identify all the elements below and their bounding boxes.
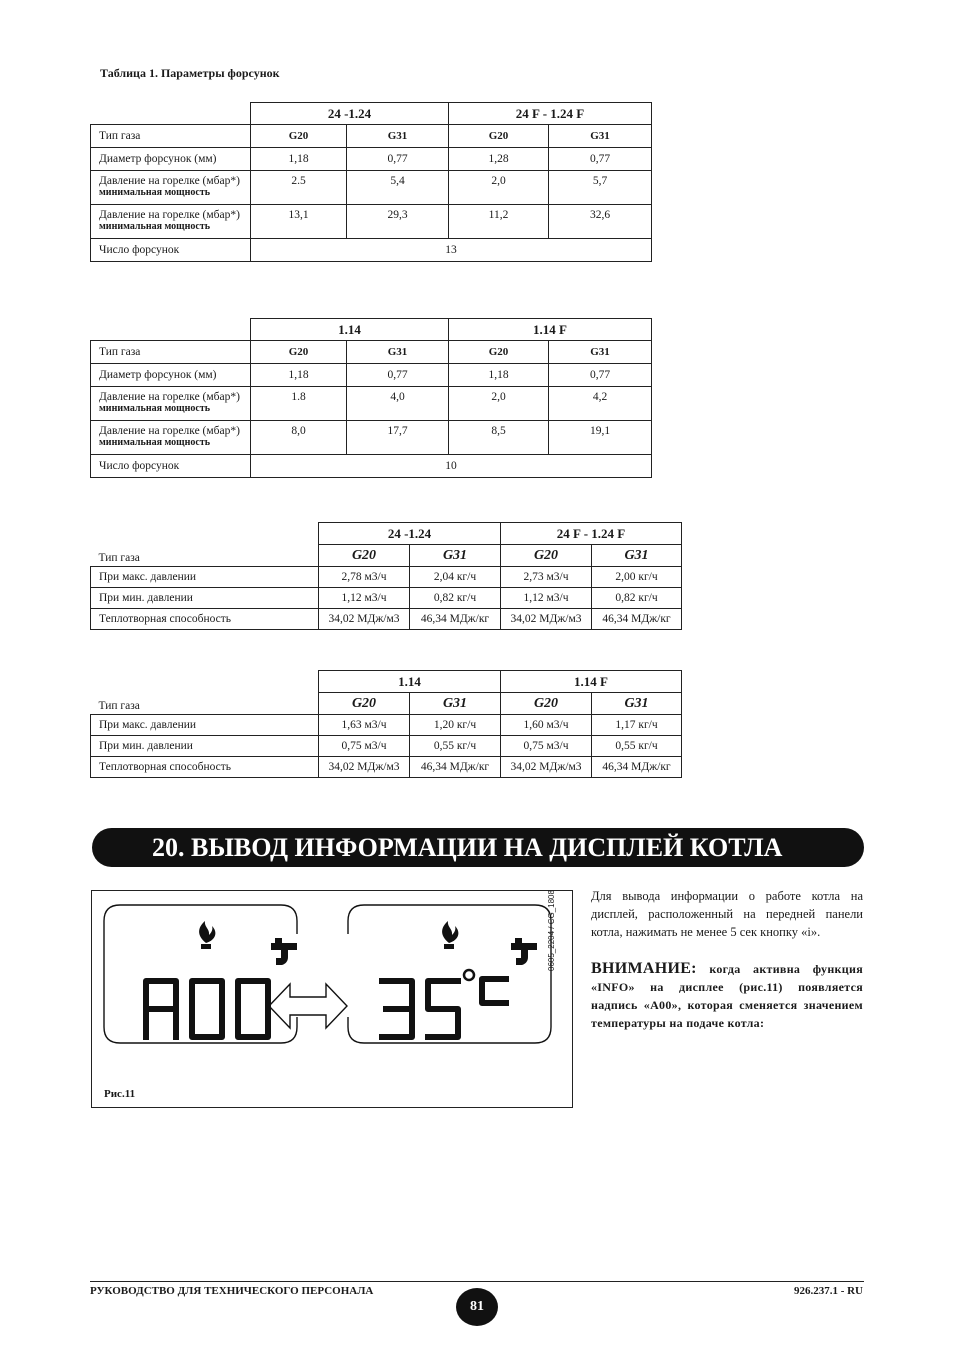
table-cell: 46,34 МДж/кг	[592, 757, 682, 778]
table-title: Таблица 1. Параметры форсунок	[100, 66, 280, 80]
table-cell: 0,75 м3/ч	[319, 736, 410, 757]
pressure-label-text: Давление на горелке (мбар*)	[99, 175, 240, 187]
table-cell: 2,00 кг/ч	[592, 567, 682, 588]
table-cell: 17,7	[347, 421, 449, 455]
nozzle-count-value: 10	[251, 455, 652, 478]
table-cell: 5,7	[549, 171, 652, 205]
tap-icon	[511, 938, 537, 965]
table-cell: 0,75 м3/ч	[501, 736, 592, 757]
table-cell: 4,0	[347, 387, 449, 421]
table-cell: 8,5	[449, 421, 549, 455]
table-cell: 1,18	[251, 364, 347, 387]
group-header: 1.14	[319, 671, 501, 693]
row-label: Теплотворная способность	[91, 609, 319, 630]
table-cell: 0,77	[549, 364, 652, 387]
display-illustration	[92, 891, 572, 1107]
group-header: 24 F - 1.24 F	[449, 103, 652, 125]
gas-cell: G31	[549, 341, 652, 364]
gas-cell: G20	[501, 545, 592, 567]
footer-left: РУКОВОДСТВО ДЛЯ ТЕХНИЧЕСКОГО ПЕРСОНАЛА	[90, 1285, 374, 1297]
instruction-paragraph: Для вывода информации о работе котла на дисплей, расположенный на передней панели котла, нажимать не менее 5 сек кнопку «i».	[591, 889, 863, 939]
table-cell: 4,2	[549, 387, 652, 421]
diameter-label: Диаметр форсунок (мм)	[91, 148, 251, 171]
group-header: 1.14	[251, 319, 449, 341]
table-cell: 13,1	[251, 205, 347, 239]
table-cell: 11,2	[449, 205, 549, 239]
warning-text: когда активна функция «INFO» на дисплее (рис.11) появляется надпись «A00», которая сменяется значением температуры на подаче котла:	[591, 962, 863, 1030]
gas-cell: G31	[410, 545, 501, 567]
pressure-sub-label: минимальная мощность	[99, 403, 211, 414]
figure-caption: Рис.11	[104, 1088, 136, 1100]
nozzle-count-label: Число форсунок	[91, 455, 251, 478]
gas-cell: G20	[319, 693, 410, 715]
nozzle-table-1	[90, 102, 652, 262]
table-cell: 1.8	[251, 387, 347, 421]
table-cell: 0,77	[347, 364, 449, 387]
gas-cell: G20	[251, 125, 347, 148]
table-cell: 1,12 м3/ч	[319, 588, 410, 609]
table-cell: 0,82 кг/ч	[410, 588, 501, 609]
gas-cell: G31	[347, 125, 449, 148]
table-cell: 8,0	[251, 421, 347, 455]
table-cell: 34,02 МДж/м3	[501, 609, 592, 630]
consumption-table-2	[90, 670, 682, 778]
table-cell: 19,1	[549, 421, 652, 455]
table-cell: 2,04 кг/ч	[410, 567, 501, 588]
gas-cell: G31	[410, 693, 501, 715]
gas-cell: G20	[449, 341, 549, 364]
tap-icon	[271, 938, 297, 965]
table-cell: 5,4	[347, 171, 449, 205]
pressure-sub-label: минимальная мощность	[99, 187, 211, 198]
pressure-max-label	[91, 421, 251, 455]
pressure-min-label	[91, 387, 251, 421]
display-frame-right	[348, 905, 551, 1043]
gas-type-label: Тип газа	[91, 125, 251, 148]
table-cell: 1,60 м3/ч	[501, 715, 592, 736]
segment-display-temperature	[382, 970, 506, 1037]
pressure-sub-label: минимальная мощность	[99, 437, 211, 448]
table-cell: 0,77	[347, 148, 449, 171]
group-header: 24 F - 1.24 F	[501, 523, 682, 545]
gas-type-label: Тип газа	[91, 693, 319, 715]
pressure-sub-label: минимальная мощность	[99, 221, 211, 232]
nozzle-count-value: 13	[251, 239, 652, 262]
table-cell: 0,55 кг/ч	[410, 736, 501, 757]
pressure-max-label	[91, 205, 251, 239]
gas-cell: G31	[592, 693, 682, 715]
gas-cell: G31	[592, 545, 682, 567]
table-cell: 1,12 м3/ч	[501, 588, 592, 609]
row-label: Теплотворная способность	[91, 757, 319, 778]
gas-cell: G20	[251, 341, 347, 364]
footer-divider	[90, 1281, 864, 1282]
figure-code: 0605_2204 / CG_1808	[547, 890, 556, 971]
table-cell: 2,0	[449, 171, 549, 205]
gas-type-label: Тип газа	[91, 545, 319, 567]
gas-cell: G20	[501, 693, 592, 715]
group-header: 24 -1.24	[251, 103, 449, 125]
table-cell: 1,63 м3/ч	[319, 715, 410, 736]
pressure-label-text: Давление на горелке (мбар*)	[99, 391, 240, 403]
row-label: При макс. давлении	[91, 567, 319, 588]
warning-paragraph	[591, 960, 863, 1032]
table-cell: 0,77	[549, 148, 652, 171]
double-arrow-icon	[269, 984, 347, 1028]
table-cell: 1,17 кг/ч	[592, 715, 682, 736]
row-label: При макс. давлении	[91, 715, 319, 736]
table-cell: 2,0	[449, 387, 549, 421]
table-cell: 2,78 м3/ч	[319, 567, 410, 588]
group-header: 24 -1.24	[319, 523, 501, 545]
group-header: 1.14 F	[449, 319, 652, 341]
table-cell: 0,82 кг/ч	[592, 588, 682, 609]
table-cell: 1,18	[449, 364, 549, 387]
table-cell: 34,02 МДж/м3	[501, 757, 592, 778]
gas-cell: G31	[347, 341, 449, 364]
group-header: 1.14 F	[501, 671, 682, 693]
consumption-table-1	[90, 522, 682, 630]
gas-type-label: Тип газа	[91, 341, 251, 364]
table-cell: 0,55 кг/ч	[592, 736, 682, 757]
row-label: При мин. давлении	[91, 588, 319, 609]
pressure-label-text: Давление на горелке (мбар*)	[99, 209, 240, 221]
table-cell: 2.5	[251, 171, 347, 205]
table-cell: 46,34 МДж/кг	[410, 757, 501, 778]
section-title: 20. ВЫВОД ИНФОРМАЦИИ НА ДИСПЛЕЙ КОТЛА	[92, 828, 864, 867]
row-label: При мин. давлении	[91, 736, 319, 757]
table-cell: 46,34 МДж/кг	[410, 609, 501, 630]
gas-cell: G20	[449, 125, 549, 148]
flame-icon	[442, 921, 458, 949]
figure-box	[91, 890, 573, 1108]
pressure-label-text: Давление на горелке (мбар*)	[99, 425, 240, 437]
nozzle-count-label: Число форсунок	[91, 239, 251, 262]
table-cell: 46,34 МДж/кг	[592, 609, 682, 630]
page-number: 81	[456, 1288, 498, 1326]
footer-right: 926.237.1 - RU	[793, 1285, 863, 1297]
table-cell: 2,73 м3/ч	[501, 567, 592, 588]
table-cell: 1,28	[449, 148, 549, 171]
table-cell: 34,02 МДж/м3	[319, 757, 410, 778]
segment-display-a00	[146, 981, 268, 1037]
table-cell: 34,02 МДж/м3	[319, 609, 410, 630]
nozzle-table-2	[90, 318, 652, 478]
pressure-min-label	[91, 171, 251, 205]
gas-cell: G31	[549, 125, 652, 148]
table-cell: 29,3	[347, 205, 449, 239]
gas-cell: G20	[319, 545, 410, 567]
table-cell: 32,6	[549, 205, 652, 239]
diameter-label: Диаметр форсунок (мм)	[91, 364, 251, 387]
warning-title: ВНИМАНИЕ:	[591, 960, 697, 977]
table-cell: 1,18	[251, 148, 347, 171]
flame-icon	[199, 921, 215, 949]
table-cell: 1,20 кг/ч	[410, 715, 501, 736]
